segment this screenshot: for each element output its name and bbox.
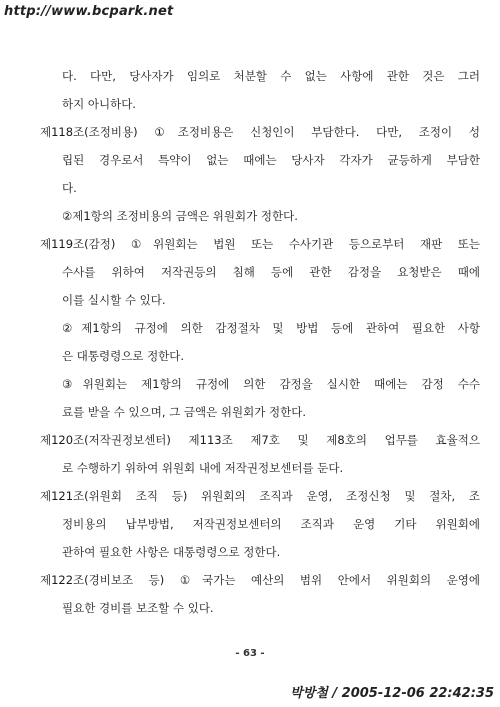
text-line: ②제1항의 조정비용의 금액은 위원회가 정한다. [62,209,298,223]
text-line: 로 수행하기 위하여 위원회 내에 저작권정보센터를 둔다. [62,461,344,475]
page-number: - 63 - [235,648,265,659]
text-line: 관하여 필요한 사항은 대통령령으로 정한다. [62,545,281,559]
text-line: 다. [62,181,77,195]
article-122-heading: 제122조(경비보조 등) ①국가는 예산의 범위 안에서 위원회의 운영에 [40,573,480,587]
text-line: ③위원회는 제1항의 규정에 의한 감정을 실시한 때에는 감정 수수 [62,377,480,391]
text-line: 하지 아니하다. [62,97,136,111]
text-line: 필요한 경비를 보조할 수 있다. [62,601,214,615]
text-line: 이를 실시할 수 있다. [62,293,166,307]
article-118-heading: 제118조(조정비용) ①조정비용은 신청인이 부담한다. 다만, 조정이 성 [40,125,480,139]
article-121-heading: 제121조(위원회 조직 등) 위원회의 조직과 운영, 조정신청 및 절차, 조 [40,489,480,503]
article-120-heading: 제120조(저작권정보센터) 제113조 제7호 및 제8호의 업무를 효율적으 [40,433,480,447]
document-body [40,0,480,707]
text-line: 수사를 위하여 저작권등의 침해 등에 관한 감정을 요청받은 때에 [62,265,480,279]
text-line: ②제1항의 규정에 의한 감정절차 및 방법 등에 관하여 필요한 사항 [62,321,480,335]
text-line: 다. 다만, 당사자가 임의로 처분할 수 없는 사항에 관한 것은 그러 [62,69,480,83]
text-line: 정비용의 납부방법, 저작권정보센터의 조직과 운영 기타 위원회에 [62,517,480,531]
watermark-url: http://www.bcpark.net [4,4,174,19]
footer-timestamp: 박방철 / 2005-12-06 22:42:35 [290,686,494,701]
text-line: 료를 받을 수 있으며, 그 금액은 위원회가 정한다. [62,405,306,419]
article-119-heading: 제119조(감정) ①위원회는 법원 또는 수사기관 등으로부터 재판 또는 [40,237,480,251]
text-line: 립된 경우로서 특약이 없는 때에는 당사자 각자가 균등하게 부담한 [62,153,480,167]
text-line: 은 대통령령으로 정한다. [62,349,185,363]
